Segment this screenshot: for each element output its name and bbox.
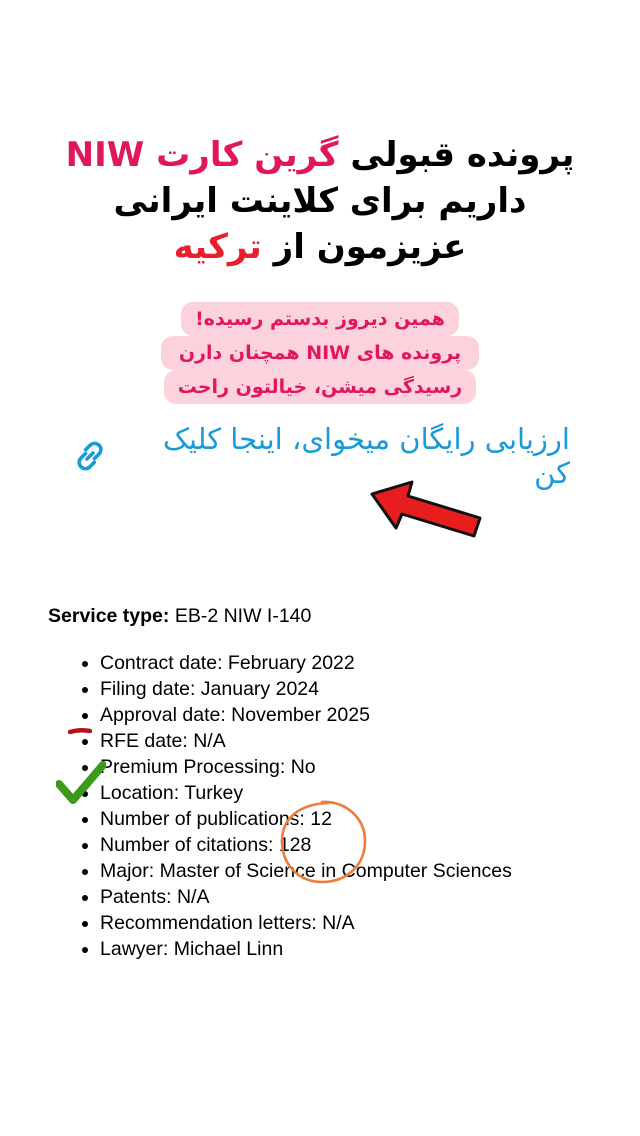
detail-publications: • Number of publications: 12 [100,806,608,832]
headline-highlight-niw: گرین کارت NIW [65,135,339,175]
headline-line-3 [40,224,600,270]
free-evaluation-link[interactable] [70,422,570,490]
note-line-2: پرونده های NIW همچنان دارن [161,336,479,370]
checkmark-icon [56,760,106,806]
highlight-circle-mark [276,796,370,886]
detail-major: • Major: Master of Science in Computer Sciences [100,858,608,884]
service-type-value: EB-2 NIW I-140 [169,605,312,627]
service-type [48,603,608,629]
note-line-3: رسیدگی میشن، خیالتون راحت [164,370,477,404]
case-details [48,603,608,962]
red-arrow-icon [368,478,486,540]
detail-filing-date: • Filing date: January 2024 [100,676,608,702]
detail-contract-date: • Contract date: February 2022 [100,650,608,676]
headline [40,132,600,270]
note-line-1: همین دیروز بدستم رسیده! [181,302,459,336]
headline-highlight-turkey: ترکیه [173,227,262,267]
detail-rfe-date: • RFE date: N/A [100,728,608,754]
detail-recommendation-letters: • Recommendation letters: N/A [100,910,608,936]
detail-citations: • Number of citations: 128 [100,832,608,858]
headline-line-3-text: عزیزمون از [261,227,467,267]
red-dash-mark [68,727,92,735]
detail-approval-date: • Approval date: November 2025 [100,702,608,728]
headline-line-2: داریم برای کلاینت ایرانی [113,181,527,221]
headline-line-1 [40,132,600,178]
link-icon [70,436,110,476]
headline-line-1-text: پرونده قبولی [338,135,575,175]
detail-lawyer: • Lawyer: Michael Linn [100,936,608,962]
update-note [100,302,540,404]
detail-patents: • Patents: N/A [100,884,608,910]
detail-location: • Location: Turkey [100,780,608,806]
service-type-label: Service type: [48,605,170,627]
free-evaluation-link-label: ارزیابی رایگان میخوای، اینجا کلیک کن [162,422,570,490]
detail-premium-processing: • Premium Processing: No [100,754,608,780]
